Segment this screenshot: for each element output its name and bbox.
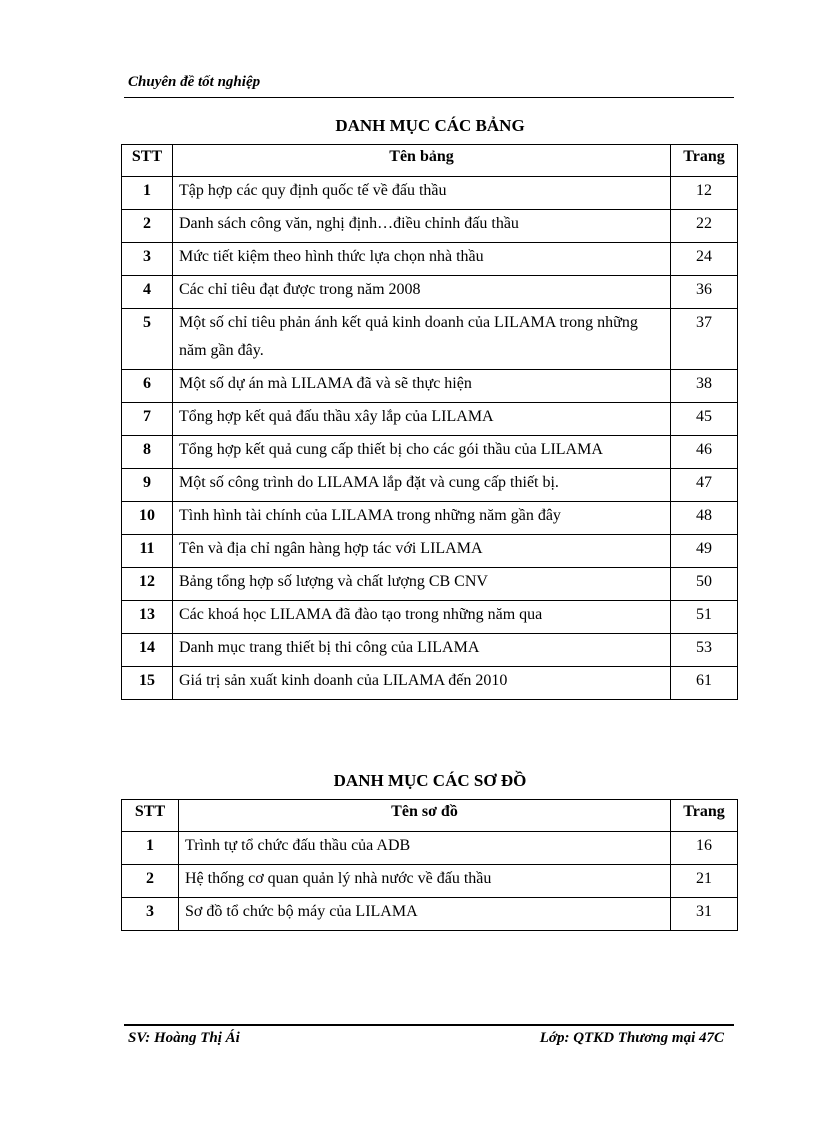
row-page: 51 xyxy=(671,601,738,634)
table-row xyxy=(122,309,738,370)
row-stt: 9 xyxy=(122,469,173,502)
row-stt: 15 xyxy=(122,667,173,700)
table-row xyxy=(122,436,738,469)
row-name: Danh sách công văn, nghị định…điều chỉnh đấu thầu xyxy=(173,210,671,243)
row-stt: 10 xyxy=(122,502,173,535)
row-stt: 13 xyxy=(122,601,173,634)
row-page: 48 xyxy=(671,502,738,535)
row-page: 37 xyxy=(671,309,738,370)
row-page: 12 xyxy=(671,177,738,210)
row-stt: 7 xyxy=(122,403,173,436)
tables-section-title: DANH MỤC CÁC BẢNG xyxy=(335,116,525,135)
row-name: Tình hình tài chính của LILAMA trong những năm gần đây xyxy=(173,502,671,535)
row-page: 53 xyxy=(671,634,738,667)
column-header-name: Tên sơ đồ xyxy=(179,800,671,832)
row-page: 45 xyxy=(671,403,738,436)
table-header-row xyxy=(122,145,738,177)
row-name: Các chỉ tiêu đạt được trong năm 2008 xyxy=(173,276,671,309)
tables-list xyxy=(121,144,738,700)
table-row xyxy=(122,601,738,634)
table-row xyxy=(122,502,738,535)
footer-class: Lớp: QTKD Thương mại 47C xyxy=(539,1030,724,1046)
diagrams-list xyxy=(121,799,738,931)
row-stt: 2 xyxy=(122,210,173,243)
row-page: 46 xyxy=(671,436,738,469)
row-name: Danh mục trang thiết bị thi công của LILAMA xyxy=(173,634,671,667)
row-stt: 3 xyxy=(122,898,179,931)
table-row xyxy=(122,469,738,502)
header-rule xyxy=(124,97,734,98)
row-stt: 6 xyxy=(122,370,173,403)
row-stt: 2 xyxy=(122,865,179,898)
column-header-stt: STT xyxy=(122,145,173,177)
table-row xyxy=(122,210,738,243)
row-name: Các khoá học LILAMA đã đào tạo trong những năm qua xyxy=(173,601,671,634)
row-page: 24 xyxy=(671,243,738,276)
row-name: Giá trị sản xuất kinh doanh của LILAMA đến 2010 xyxy=(173,667,671,700)
table-row xyxy=(122,832,738,865)
column-header-page: Trang xyxy=(671,800,738,832)
table-row xyxy=(122,243,738,276)
table-row xyxy=(122,370,738,403)
row-page: 50 xyxy=(671,568,738,601)
row-stt: 1 xyxy=(122,177,173,210)
row-page: 31 xyxy=(671,898,738,931)
row-stt: 1 xyxy=(122,832,179,865)
row-name: Một số chỉ tiêu phản ánh kết quả kinh doanh của LILAMA trong những năm gần đây. xyxy=(173,309,671,370)
table-row xyxy=(122,898,738,931)
row-name: Bảng tổng hợp số lượng và chất lượng CB CNV xyxy=(173,568,671,601)
row-stt: 12 xyxy=(122,568,173,601)
table-row xyxy=(122,568,738,601)
row-page: 21 xyxy=(671,865,738,898)
table-row xyxy=(122,403,738,436)
footer-rule xyxy=(124,1024,734,1026)
row-name: Tổng hợp kết quả cung cấp thiết bị cho các gói thầu của LILAMA xyxy=(173,436,671,469)
column-header-stt: STT xyxy=(122,800,179,832)
row-stt: 8 xyxy=(122,436,173,469)
footer-student: SV: Hoàng Thị Ái xyxy=(128,1030,240,1046)
row-page: 61 xyxy=(671,667,738,700)
row-page: 38 xyxy=(671,370,738,403)
column-header-name: Tên bảng xyxy=(173,145,671,177)
table-row xyxy=(122,865,738,898)
table-row xyxy=(122,634,738,667)
row-stt: 5 xyxy=(122,309,173,370)
row-name: Một số dự án mà LILAMA đã và sẽ thực hiện xyxy=(173,370,671,403)
row-stt: 11 xyxy=(122,535,173,568)
row-stt: 4 xyxy=(122,276,173,309)
row-page: 36 xyxy=(671,276,738,309)
table-row xyxy=(122,667,738,700)
row-name: Tên và địa chỉ ngân hàng hợp tác với LILAMA xyxy=(173,535,671,568)
column-header-page: Trang xyxy=(671,145,738,177)
row-page: 49 xyxy=(671,535,738,568)
row-page: 47 xyxy=(671,469,738,502)
table-row xyxy=(122,276,738,309)
row-page: 16 xyxy=(671,832,738,865)
row-name: Tổng hợp kết quả đấu thầu xây lắp của LILAMA xyxy=(173,403,671,436)
row-name: Sơ đồ tổ chức bộ máy của LILAMA xyxy=(179,898,671,931)
row-name: Trình tự tổ chức đấu thầu của ADB xyxy=(179,832,671,865)
diagrams-section-title: DANH MỤC CÁC SƠ ĐỒ xyxy=(333,771,527,790)
row-name: Mức tiết kiệm theo hình thức lựa chọn nhà thầu xyxy=(173,243,671,276)
table-row xyxy=(122,535,738,568)
row-name: Tập hợp các quy định quốc tế về đấu thầu xyxy=(173,177,671,210)
running-header: Chuyên đề tốt nghiệp xyxy=(128,74,261,90)
table-header-row xyxy=(122,800,738,832)
row-stt: 14 xyxy=(122,634,173,667)
row-page: 22 xyxy=(671,210,738,243)
row-name: Hệ thống cơ quan quản lý nhà nước về đấu thầu xyxy=(179,865,671,898)
row-name: Một số công trình do LILAMA lắp đặt và cung cấp thiết bị. xyxy=(173,469,671,502)
row-stt: 3 xyxy=(122,243,173,276)
table-row xyxy=(122,177,738,210)
